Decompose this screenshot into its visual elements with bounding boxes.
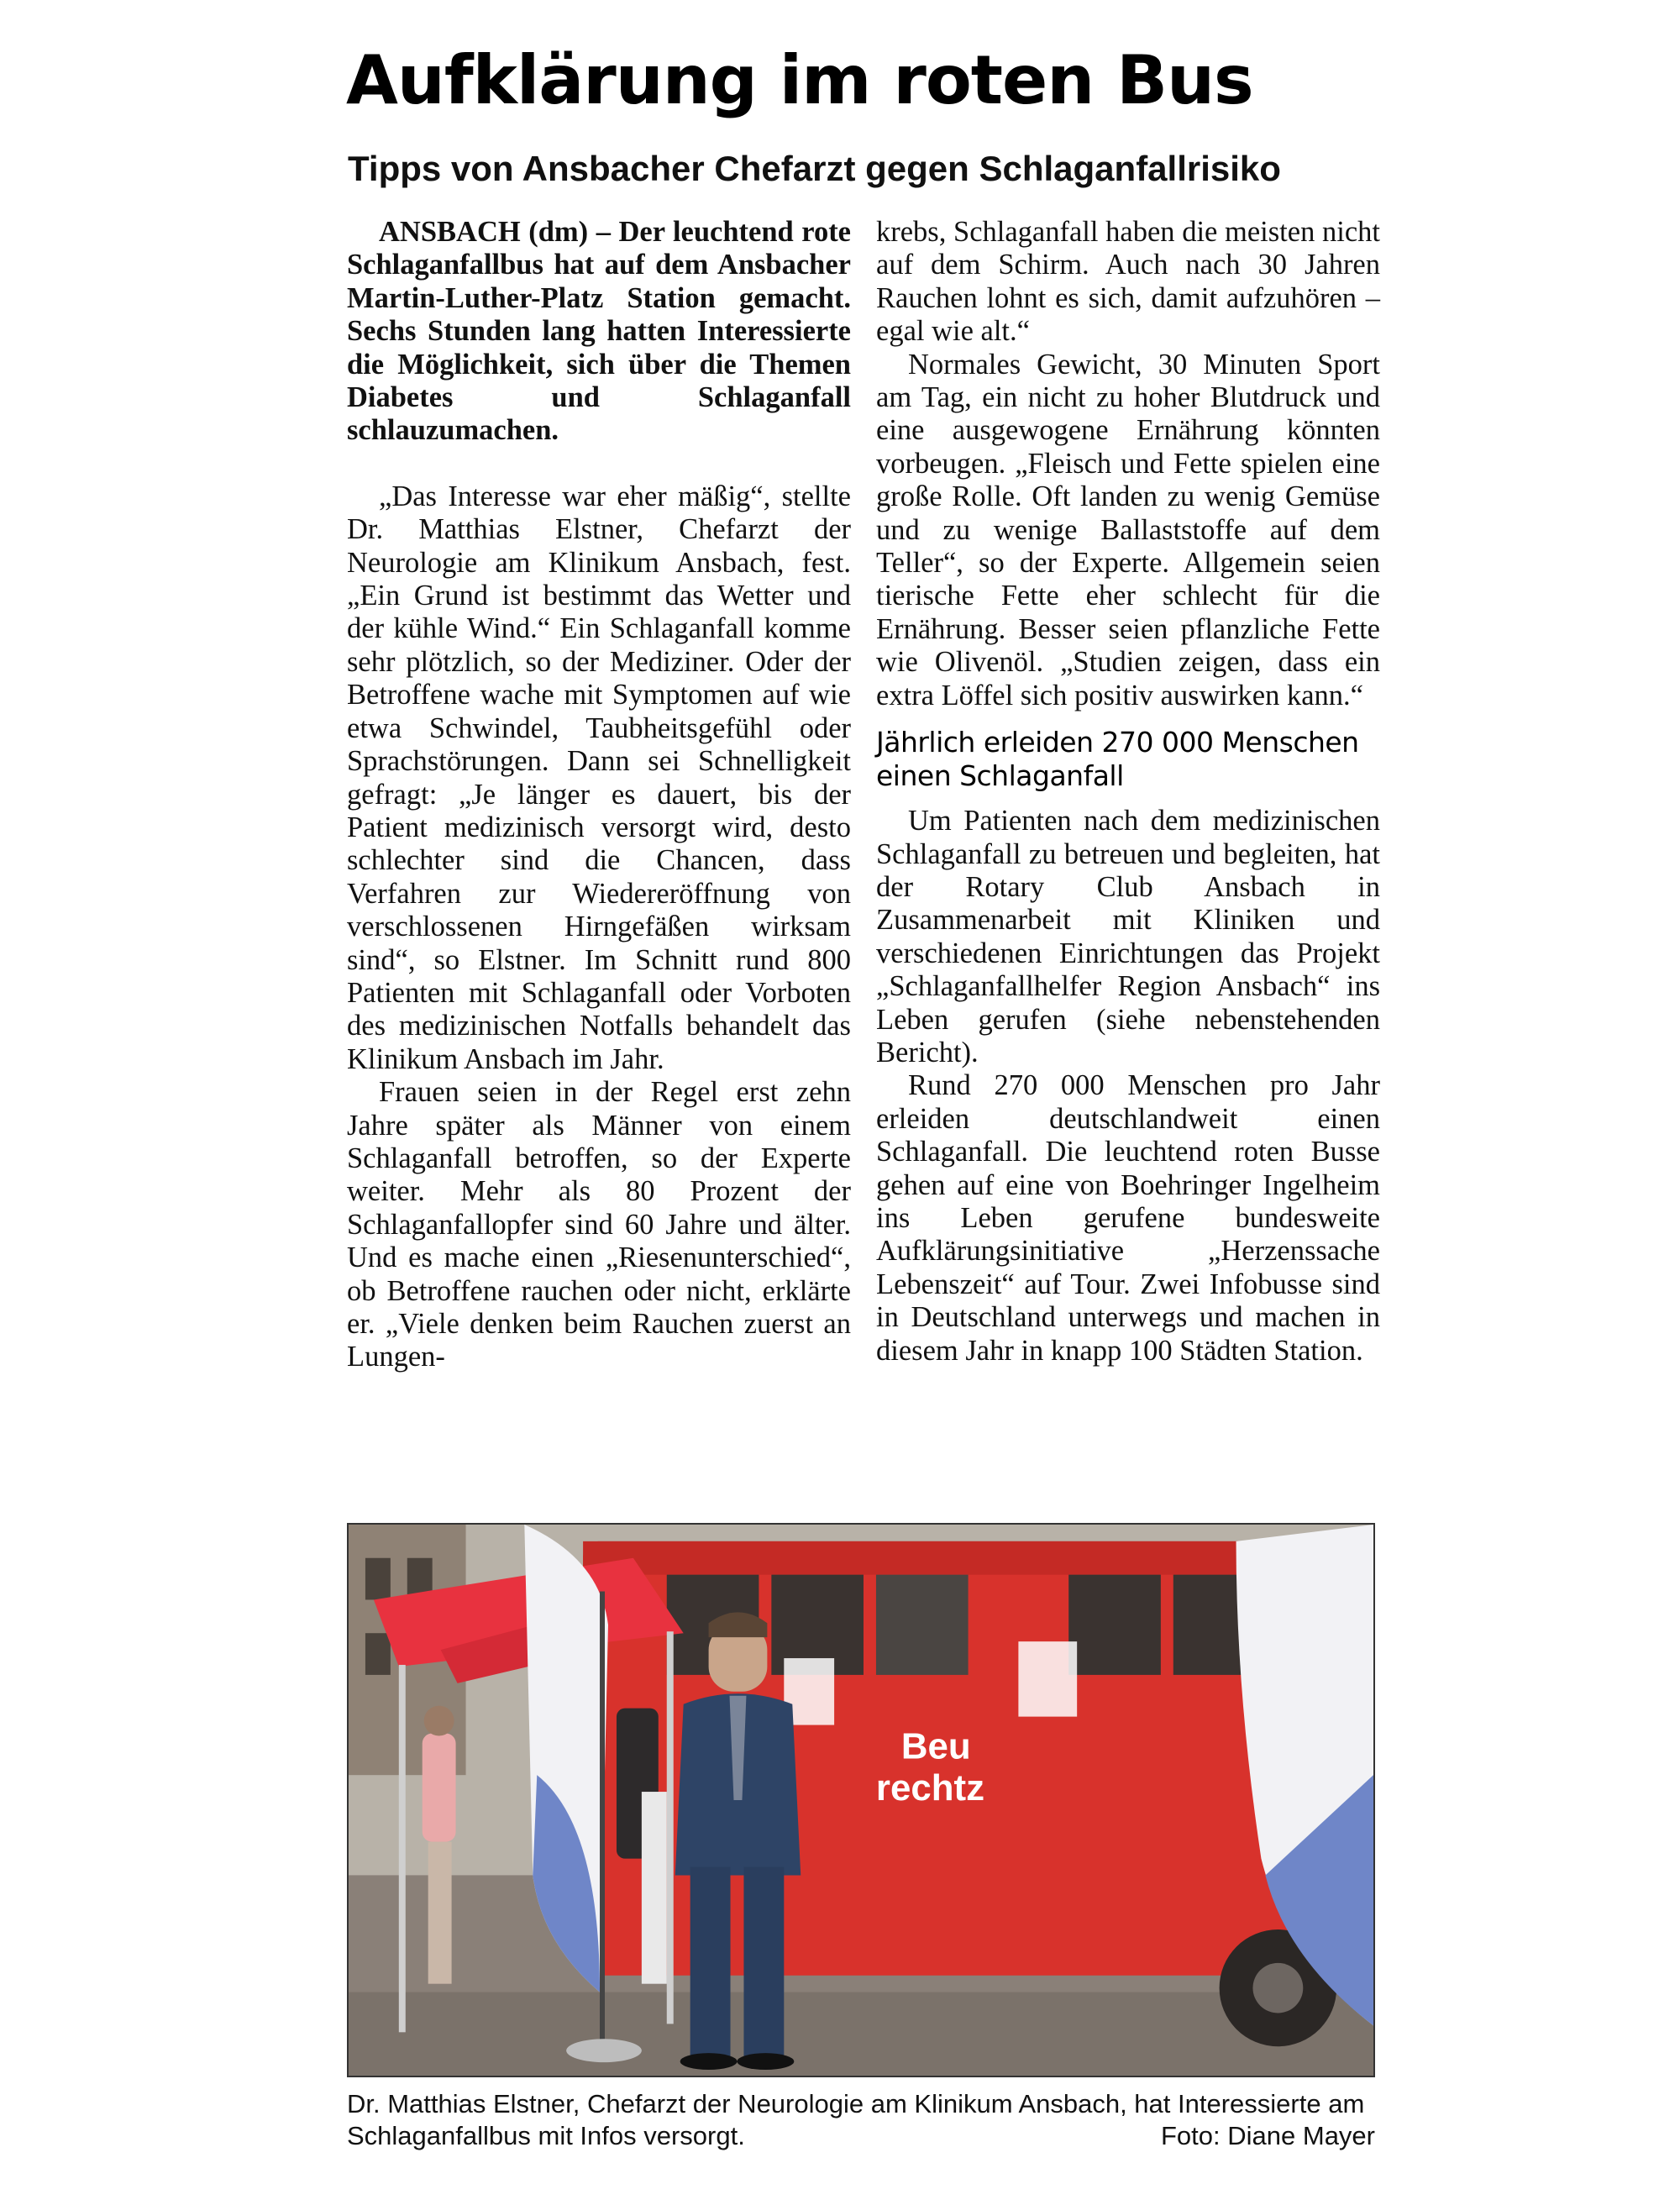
body-paragraph: Frauen seien in der Regel erst zehn Jahre später als Männer von einem Schlaganfall betroffen, so der Experte weiter. Mehr als 80 Prozent der Schlaganfallopfer sind 60 Jahre und älter. Und es mache einen „Riesenunterschied“, ob Betroffene rauchen oder nicht, erklärte er. „Viele denken beim Rauchen zuerst an Lungen- — [347, 1076, 851, 1373]
caption-text: Dr. Matthias Elstner, Chefarzt der Neurologie am Klinikum Ansbach, hat Interessierte am Schlaganfallbus mit Infos versorgt. — [347, 2089, 1365, 2150]
building-window — [365, 1558, 391, 1600]
bus-lettering: Beu — [900, 1725, 971, 1767]
man-shoe — [680, 2053, 738, 2070]
photo-credit: Foto: Diane Mayer — [1161, 2121, 1375, 2150]
body-paragraph: Rund 270 000 Menschen pro Jahr erleiden deutschlandweit einen Schlaganfall. Die leuchtend roten Busse gehen auf eine von Boehringer Ingelheim ins Leben gerufene bundesweite Aufklärungsinitiative „Herzenssache Lebenszeit“ auf Tour. Zwei Infobusse sind in Deutschland unterwegs und machen in diesem Jahr in knapp 100 Städten Station. — [876, 1069, 1380, 1367]
headline: Aufklärung im roten Bus — [346, 41, 1253, 119]
tent-pole — [667, 1631, 674, 2024]
visitor — [423, 1733, 456, 1841]
brochure-stand — [642, 1792, 667, 1984]
photo-illustration — [349, 1525, 1373, 2076]
body-paragraph: „Das Interesse war eher mäßig“, stellte Dr. Matthias Elstner, Chefarzt der Neurologie am Klinikum Ansbach, fest. „Ein Grund ist bestimmt das Wetter und der kühle Wind.“ Ein Schlaganfall komme sehr plötzlich, so der Mediziner. Oder der Betroffene wache mit Symptomen auf wie etwa Schwindel, Taubheitsgefühl oder Sprachstörungen. Dann sei Schnelligkeit gefragt: „Je länger es dauert, bis der Patient medizinisch versorgt wird, desto schlechter sind die Chancen, dass Verfahren zur Wiedereröffnung von verschlossenen Hirngefäßen wirksam sind“, so Elstner. Im Schnitt rund 800 Patienten mit Schlaganfall oder Vorboten des medizinischen Notfalls behandelt das Klinikum Ansbach im Jahr. — [347, 480, 851, 1075]
visitor-head — [424, 1706, 454, 1736]
article-photo — [347, 1523, 1375, 2077]
lead-paragraph: ANSBACH (dm) – Der leuchtend rote Schlaganfallbus hat auf dem Ansbacher Martin-Luther-Platz Station gemacht. Sechs Stunden lang hatten Interessierte die Möglichkeit, sich über die Themen Diabetes und Schlaganfall schlauzumachen. — [347, 216, 851, 447]
man-shoe — [737, 2053, 794, 2070]
article-column-left — [347, 216, 851, 1374]
bus-lettering: rechtz — [875, 1767, 985, 1809]
bus-window — [1068, 1575, 1161, 1675]
section-subheading: Jährlich erleiden 270 000 Menschen einen Schlaganfall — [876, 726, 1359, 793]
photo-caption — [347, 2088, 1375, 2152]
man-leg — [743, 1867, 784, 2060]
subheadline: Tipps von Ansbacher Chefarzt gegen Schlaganfallrisiko — [348, 149, 1281, 188]
body-paragraph: Normales Gewicht, 30 Minuten Sport am Tag, ein nicht zu hoher Blutdruck und eine ausgewogene Ernährung könnten vorbeugen. „Fleisch und Fette spielen eine große Rolle. Oft landen zu wenig Gemüse und zu wenige Ballaststoffe auf dem Teller“, so der Experte. Allgemein seien tierische Fette eher schlecht für die Ernährung. Besser seien pflanzliche Fette wie Olivenöl. „Studien zeigen, dass ein extra Löffel sich positiv auswirken kann.“ — [876, 348, 1380, 711]
body-paragraph-continued: krebs, Schlaganfall haben die meisten nicht auf dem Schirm. Auch nach 30 Jahren Rauchen lohnt es sich, damit aufzuhören – egal wie alt.“ — [876, 216, 1380, 348]
pavement-foreground — [349, 1992, 1373, 2076]
tent-pole — [399, 1665, 406, 2032]
article-column-right — [876, 216, 1380, 1368]
body-paragraph: Um Patienten nach dem medizinischen Schlaganfall zu betreuen und begleiten, hat der Rotary Club Ansbach in Zusammenarbeit mit Kliniken und verschiedenen Einrichtungen das Projekt „Schlaganfallhelfer Region Ansbach“ ins Leben gerufen (siehe nebenstehenden Bericht). — [876, 805, 1380, 1068]
bus-poster — [1018, 1641, 1077, 1716]
visitor-legs — [428, 1842, 452, 1984]
bus-wheel-hub — [1252, 1963, 1303, 2013]
flag-pole — [600, 1592, 605, 2060]
man-leg — [690, 1867, 731, 2060]
building-window — [365, 1633, 391, 1675]
flag-base — [566, 2039, 642, 2062]
bus-window — [876, 1575, 969, 1675]
